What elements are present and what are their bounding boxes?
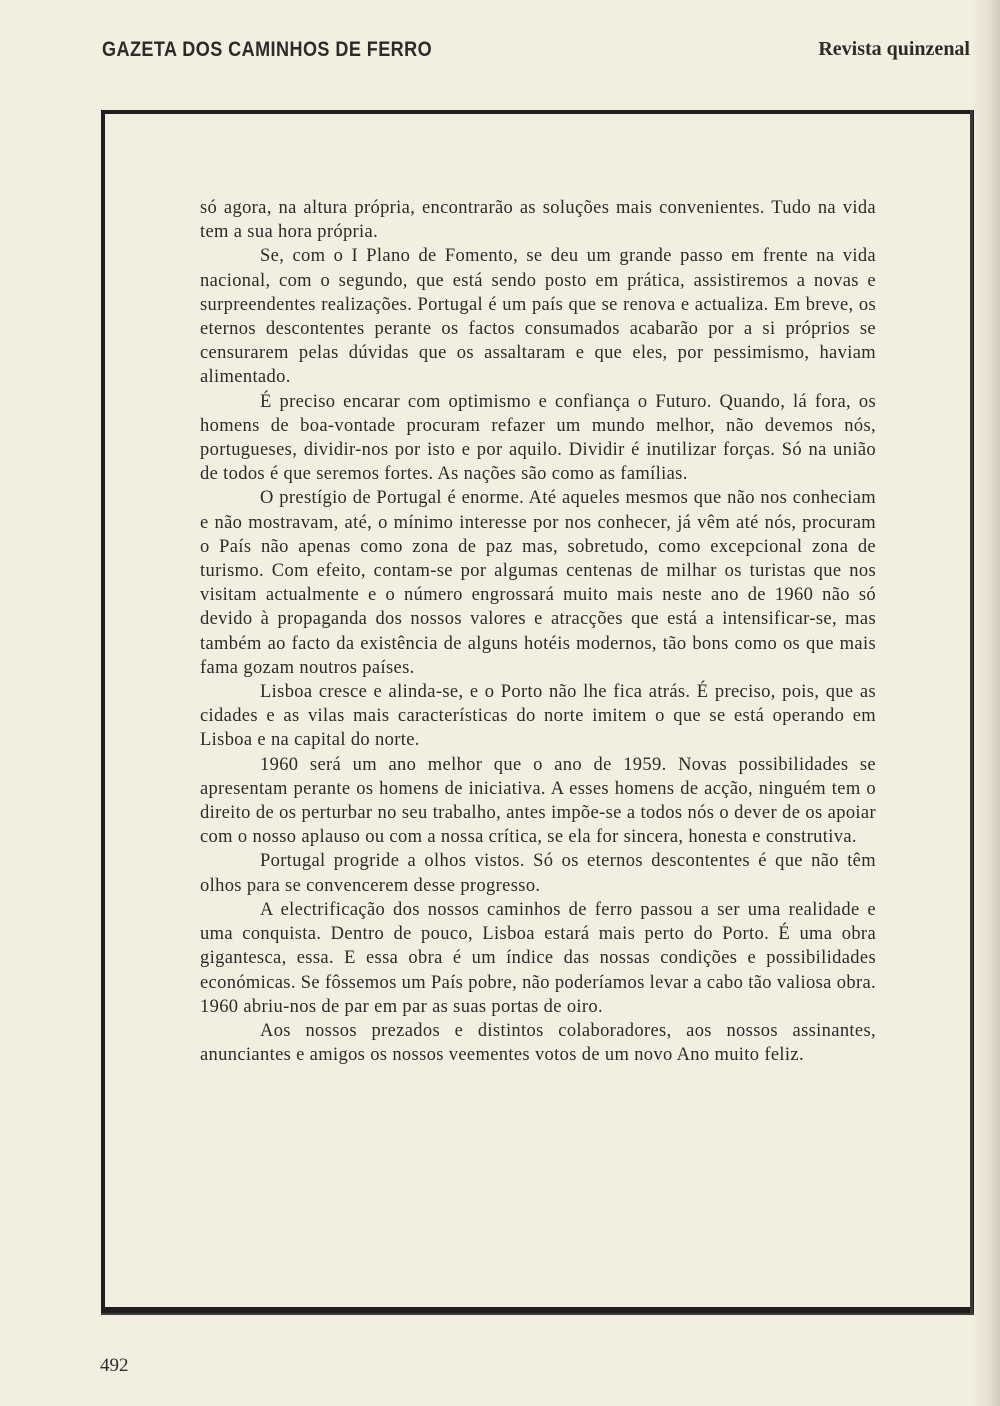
article-paragraph: Portugal progride a olhos vistos. Só os eternos descontentes é que não têm olhos para se convencerem desse progresso.: [200, 851, 876, 896]
page-edge-shadow: [972, 0, 1000, 1406]
article-paragraph: Se, com o I Plano de Fomento, se deu um grande passo em frente na vida nacional, com o segundo, que está sendo posto em prática, assistiremos a novas e surpreendentes realizações. Portugal é um país que se renova e actualiza. Em breve, os eternos descontentes perante os factos consumados acabarão por a si próprios se censurarem pelas dúvidas que os assaltaram e que eles, por pessimismo, haviam alimentado.: [200, 246, 876, 388]
article-paragraph: Aos nossos prezados e distintos colaboradores, aos nossos assinantes, anunciantes e amigos os nossos veementes votos de um novo Ano muito feliz.: [200, 1020, 876, 1066]
article-paragraph: É preciso encarar com optimismo e confiança o Futuro. Quando, lá fora, os homens de boa-vontade procuram refazer um mundo melhor, não devemos nós, portugueses, dividir-nos por isto e por aquilo. Dividir é inutilizar forças. Só na união de todos é que seremos fortes. As nações são como as famílias.: [200, 391, 876, 485]
article-paragraph: Lisboa cresce e alinda-se, e o Porto não lhe fica atrás. É preciso, pois, que as cidades e as vilas mais características do norte imitem o que se está operando em Lisboa e na capital do norte.: [200, 682, 876, 751]
frame-bottom-rule: [101, 1313, 974, 1315]
article-body: [200, 196, 876, 1067]
frame-right-rule: [970, 110, 973, 1315]
publication-title: GAZETA DOS CAMINHOS DE FERRO: [102, 38, 433, 61]
page-number: 492: [100, 1355, 129, 1376]
article-paragraph: A electrificação dos nossos caminhos de ferro passou a ser uma realidade e uma conquista. Dentro de pouco, Lisboa estará mais perto do Porto. É uma obra gigantesca, essa. E essa obra é um índice das nossas condições e possibilidades económicas. Se fôssemos um País pobre, não poderíamos levar a cabo tão valiosa obra. 1960 abriu-nos de par em par as suas portas de oiro.: [200, 899, 876, 1017]
article-paragraph: O prestígio de Portugal é enorme. Até aqueles mesmos que não nos conheciam e não mostravam, até, o mínimo interesse por nos conhecer, já vêm até nós, procuram o País não apenas como zona de paz mas, sobretudo, como excepcional zona de turismo. Com efeito, contam-se por algumas centenas de milhar os turistas que nos visitam actualmente e o número engrossará muito mais neste ano de 1960 não só devido à propaganda dos nossos valores e atracções que está a intensificar-se, mas também ao facto da existência de alguns hotéis modernos, tão bons como os que mais fama gozam noutros países.: [200, 488, 876, 678]
article-paragraph: só agora, na altura própria, encontrarão as soluções mais convenientes. Tudo na vida tem a sua hora própria.: [200, 198, 876, 243]
publication-subtitle: Revista quinzenal: [818, 38, 970, 60]
article-paragraph: 1960 será um ano melhor que o ano de 1959. Novas possibilidades se apresentam perante os homens de iniciativa. A esses homens de acção, ninguém tem o direito de os perturbar no seu trabalho, antes impõe-se a todos nós o dever de os apoiar com o nosso aplauso ou com a nossa crítica, se ela for sincera, honesta e construtiva.: [200, 754, 876, 848]
